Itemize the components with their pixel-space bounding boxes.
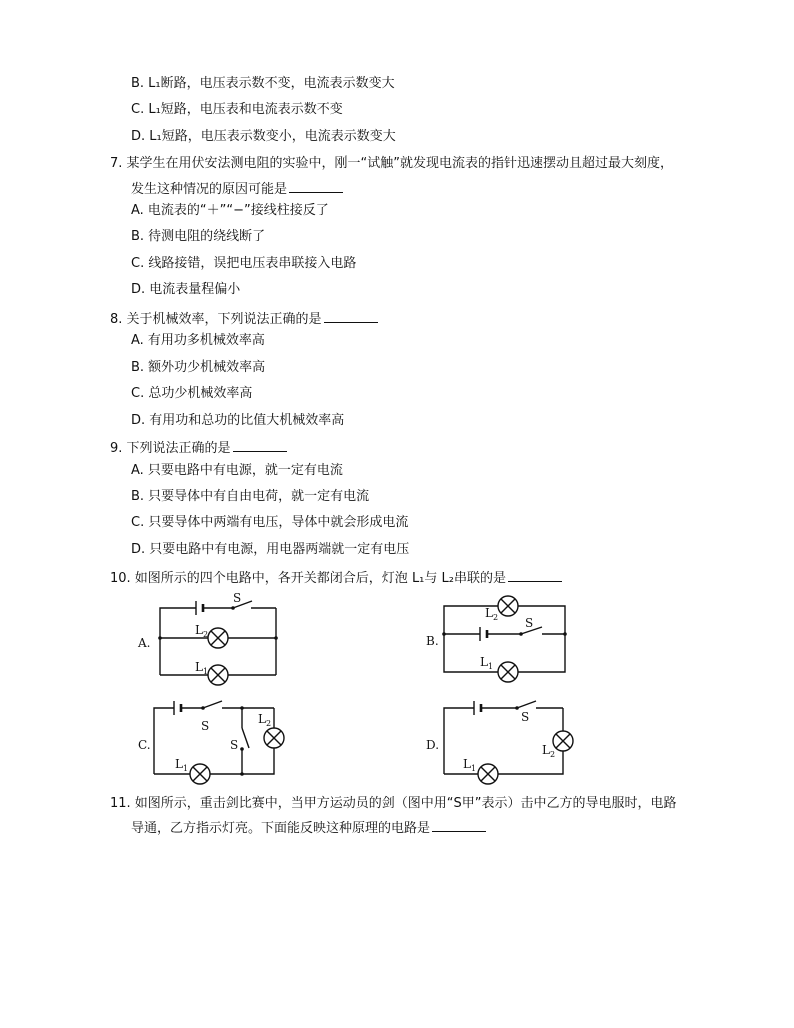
q10-stem xyxy=(110,569,562,588)
q11-stem-line1: 11. 如图所示，重击剑比赛中，当甲方运动员的剑（图中用“S甲”表示）击中乙方的导电服时，电路 xyxy=(110,796,677,811)
circuit-diagram-d xyxy=(420,694,590,790)
q8-option-b: B. 额外功少机械效率高 xyxy=(131,360,266,375)
lamp-l2-label: $L_2$ xyxy=(195,623,209,639)
switch-blade xyxy=(517,701,536,708)
answer-blank xyxy=(233,439,287,452)
circuit-b-label: B. xyxy=(426,634,439,648)
lamp-l2-label: $L_2$ xyxy=(258,712,272,728)
q11-stem-line2 xyxy=(131,819,486,838)
q9-option-b: B. 只要导体中有自由电荷，就一定有电流 xyxy=(131,489,370,504)
answer-blank xyxy=(289,180,343,193)
q8-option-d: D. 有用功和总功的比值大机械效率高 xyxy=(131,413,345,428)
q11-stem-text: 导通，乙方指示灯亮。下面能反映这种原理的电路是 xyxy=(131,821,431,836)
q9-stem xyxy=(110,439,287,458)
q6-option-b: B. L₁断路，电压表示数不变，电流表示数变大 xyxy=(131,76,395,91)
circuit-diagram-b xyxy=(420,592,580,688)
q6-option-d: D. L₁短路，电压表示数变小，电流表示数变大 xyxy=(131,129,396,144)
answer-blank xyxy=(508,569,562,582)
q9-stem-text: 9. 下列说法正确的是 xyxy=(110,441,231,456)
q7-option-a: A. 电流表的“＋”“−”接线柱接反了 xyxy=(131,203,329,218)
q9-option-d: D. 只要电路中有电源，用电器两端就一定有电压 xyxy=(131,542,410,557)
q7-option-d: D. 电流表量程偏小 xyxy=(131,282,241,297)
switch-blade xyxy=(242,728,249,748)
circuit-c-label: C. xyxy=(138,738,151,752)
circuit-d-label: D. xyxy=(426,738,440,752)
circuit-diagram-c xyxy=(130,694,300,790)
answer-blank xyxy=(324,310,378,323)
switch-label: S xyxy=(230,738,239,752)
lamp-l1-label: $L_1$ xyxy=(480,655,494,671)
switch-label: S xyxy=(233,591,242,605)
lamp-l2-label: $L_2$ xyxy=(542,743,556,759)
lamp-l1-label: $L_1$ xyxy=(463,757,477,773)
q7-stem-text: 发生这种情况的原因可能是 xyxy=(131,182,288,197)
lamp-l2-label: $L_2$ xyxy=(485,606,499,622)
q7-option-c: C. 线路接错，误把电压表串联接入电路 xyxy=(131,256,357,271)
lamp-l1-label: $L_1$ xyxy=(195,660,209,676)
circuit-a-label: A. xyxy=(138,636,151,650)
switch-blade xyxy=(203,701,222,708)
q7-stem-line2 xyxy=(131,180,343,199)
switch-label: S xyxy=(521,710,530,724)
q10-stem-text: 10. 如图所示的四个电路中，各开关都闭合后，灯泡 L₁与 L₂串联的是 xyxy=(110,571,506,586)
q8-stem xyxy=(110,310,378,329)
q9-option-a: A. 只要电路中有电源，就一定有电流 xyxy=(131,463,343,478)
q7-option-b: B. 待测电阻的绕线断了 xyxy=(131,229,266,244)
switch-label: S xyxy=(525,616,534,630)
q8-option-c: C. 总功少机械效率高 xyxy=(131,386,253,401)
circuit-diagram-a xyxy=(130,590,290,690)
answer-blank xyxy=(432,819,486,832)
lamp-l1-label: $L_1$ xyxy=(175,757,189,773)
q8-stem-text: 8. 关于机械效率，下列说法正确的是 xyxy=(110,312,322,327)
switch-label: S xyxy=(201,719,210,733)
q9-option-c: C. 只要导体中两端有电压，导体中就会形成电流 xyxy=(131,515,409,530)
q7-stem-line1: 7. 某学生在用伏安法测电阻的实验中，刚一“试触”就发现电流表的指针迅速摆动且超过最大刻度， xyxy=(110,156,674,171)
q6-option-c: C. L₁短路，电压表和电流表示数不变 xyxy=(131,102,343,117)
q8-option-a: A. 有用功多机械效率高 xyxy=(131,333,265,348)
